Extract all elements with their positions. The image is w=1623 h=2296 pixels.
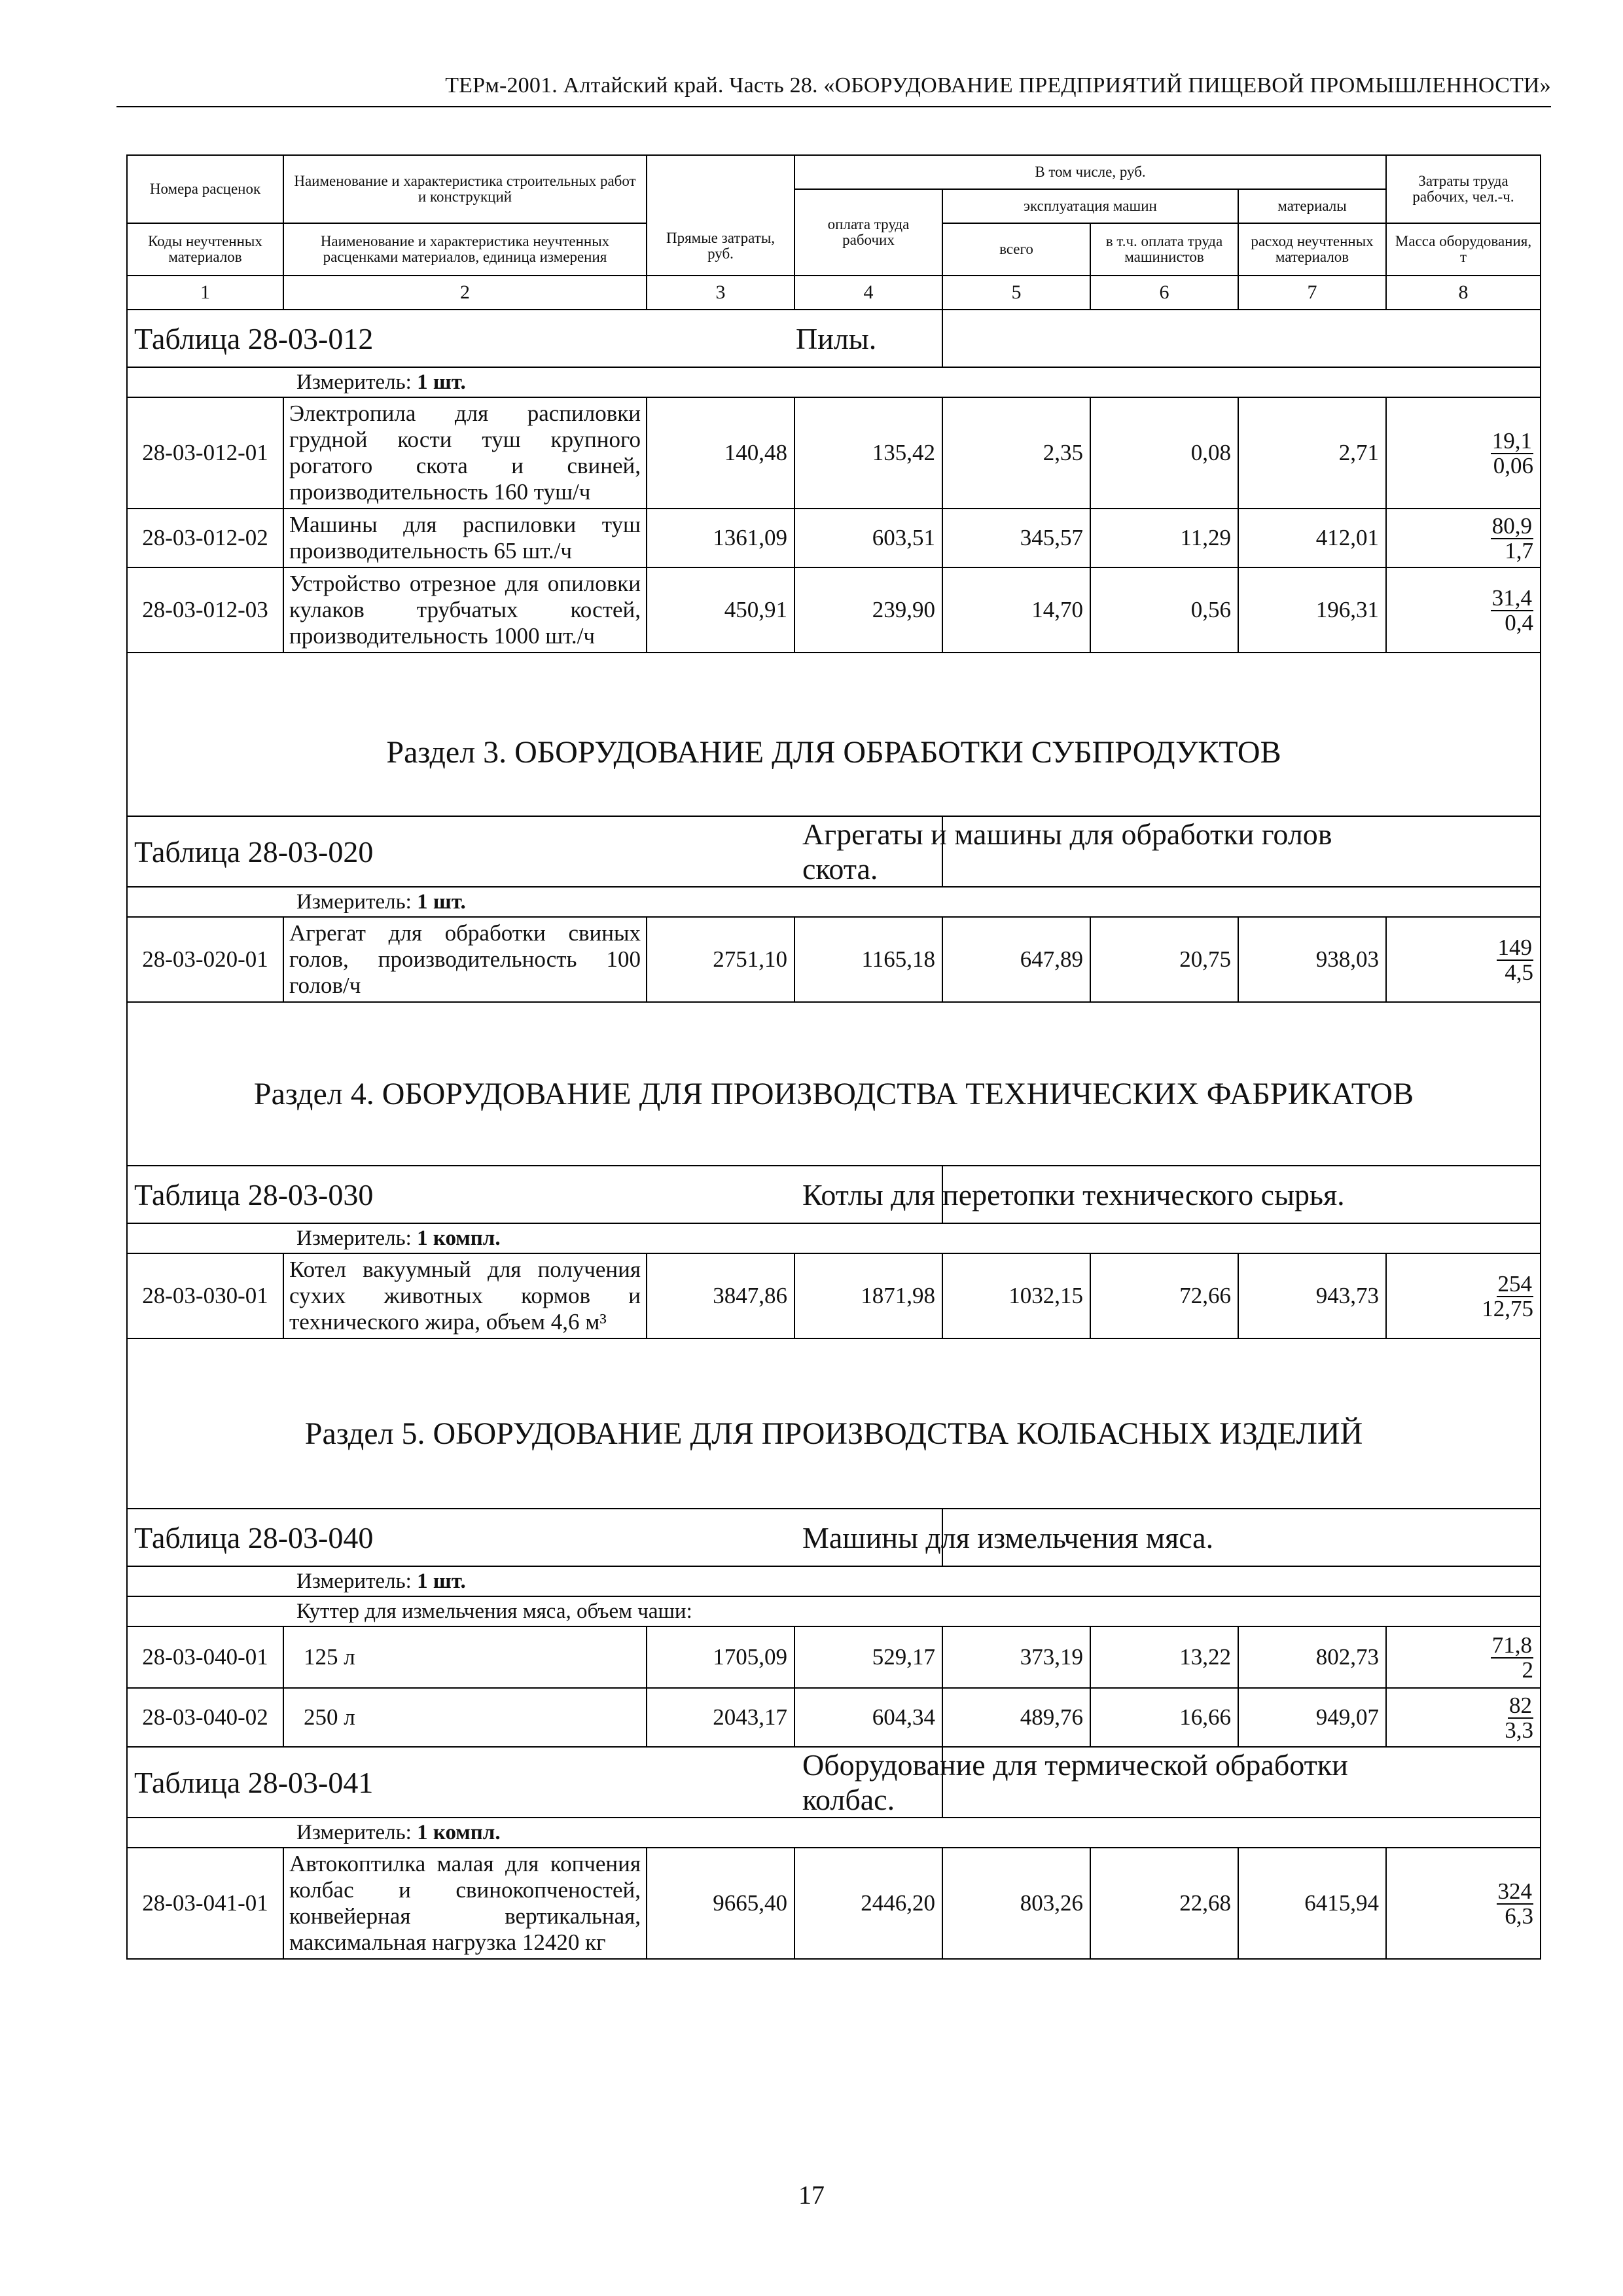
rate-description: Автокоптилка малая для копчения колбас и свинокопченостей, конвейерная вертикальная, максимальная нагрузка 12420 кг bbox=[283, 1848, 647, 1959]
measure-row bbox=[127, 1223, 1541, 1253]
direct-cost: 140,48 bbox=[647, 397, 794, 509]
labor-hours: 324 bbox=[1497, 1878, 1533, 1904]
materials-cost: 6415,94 bbox=[1238, 1848, 1386, 1959]
subheading: Куттер для измельчения мяса, объем чаши: bbox=[127, 1596, 1541, 1626]
machinist-cost: 22,68 bbox=[1090, 1848, 1238, 1959]
measure-row bbox=[127, 1566, 1541, 1596]
materials-cost: 949,07 bbox=[1238, 1688, 1386, 1747]
col6-header: в т.ч. оплата труда машинистов bbox=[1090, 223, 1238, 276]
labor-cost: 2446,20 bbox=[794, 1848, 942, 1959]
machinist-cost: 13,22 bbox=[1090, 1626, 1238, 1688]
table-code: Таблица 28-03-040 bbox=[127, 1509, 942, 1566]
hours-mass-fraction bbox=[1386, 397, 1541, 509]
rate-description: Устройство отрезное для опиловки кулаков трубчатых костей, производительность 1000 шт./ч bbox=[283, 567, 647, 653]
equipment-mass: 2 bbox=[1522, 1657, 1534, 1683]
col2-bottom-header: Наименование и характеристика неучтенных расценками материалов, единица измерения bbox=[283, 223, 647, 276]
machine-cost: 373,19 bbox=[942, 1626, 1090, 1688]
materials-header: материалы bbox=[1238, 189, 1386, 223]
labor-cost: 603,51 bbox=[794, 509, 942, 567]
equipment-mass: 6,3 bbox=[1505, 1903, 1534, 1929]
table-code: Таблица 28-03-041 bbox=[127, 1747, 942, 1818]
table-row bbox=[127, 1688, 1541, 1747]
section-heading-row bbox=[127, 1338, 1541, 1509]
rate-code: 28-03-020-01 bbox=[127, 917, 283, 1002]
column-number: 6 bbox=[1090, 276, 1238, 310]
rate-description: Электропила для распиловки грудной кости туш крупного рогатого скота и свиней, производительность 160 туш/ч bbox=[283, 397, 647, 509]
section-heading-row bbox=[127, 1002, 1541, 1166]
labor-cost: 529,17 bbox=[794, 1626, 942, 1688]
table-row bbox=[127, 1848, 1541, 1959]
direct-cost: 450,91 bbox=[647, 567, 794, 653]
column-number: 4 bbox=[794, 276, 942, 310]
running-header: ТЕРм-2001. Алтайский край. Часть 28. «ОБОРУДОВАНИЕ ПРЕДПРИЯТИЙ ПИЩЕВОЙ ПРОМЫШЛЕННОСТИ» bbox=[445, 73, 1551, 98]
hours-mass-fraction bbox=[1386, 1688, 1541, 1747]
labor-cost: 135,42 bbox=[794, 397, 942, 509]
measure-label: Измеритель: 1 компл. bbox=[127, 1223, 1541, 1253]
equipment-mass: 1,7 bbox=[1505, 538, 1534, 564]
table-name: Котлы для перетопки технического сырья. bbox=[942, 1166, 1541, 1223]
rate-description: Машины для распиловки туш производительность 65 шт./ч bbox=[283, 509, 647, 567]
rate-code: 28-03-012-03 bbox=[127, 567, 283, 653]
materials-cost: 943,73 bbox=[1238, 1253, 1386, 1338]
rate-code: 28-03-012-01 bbox=[127, 397, 283, 509]
column-number: 1 bbox=[127, 276, 283, 310]
col2-top-header: Наименование и характеристика строительных работ и конструкций bbox=[283, 155, 647, 223]
machine-cost: 2,35 bbox=[942, 397, 1090, 509]
rate-description: 250 л bbox=[283, 1688, 647, 1747]
table-name: Пилы. bbox=[942, 310, 1541, 367]
machinist-cost: 72,66 bbox=[1090, 1253, 1238, 1338]
rate-code: 28-03-040-01 bbox=[127, 1626, 283, 1688]
hours-mass-fraction bbox=[1386, 917, 1541, 1002]
column-number: 3 bbox=[647, 276, 794, 310]
column-numbers-row bbox=[127, 276, 1541, 310]
hours-mass-fraction bbox=[1386, 509, 1541, 567]
materials-cost: 412,01 bbox=[1238, 509, 1386, 567]
col8-top-header: Затраты труда рабочих, чел.-ч. bbox=[1386, 155, 1541, 223]
subheading-row bbox=[127, 1596, 1541, 1626]
table-code: Таблица 28-03-020 bbox=[127, 816, 942, 887]
direct-cost: 1361,09 bbox=[647, 509, 794, 567]
table-title-row bbox=[127, 816, 1541, 887]
table-name: Агрегаты и машины для обработки голов скота. bbox=[942, 816, 1541, 887]
machine-cost: 647,89 bbox=[942, 917, 1090, 1002]
col3-header: Прямые затраты, руб. bbox=[647, 155, 794, 276]
machines-header: эксплуатация машин bbox=[942, 189, 1238, 223]
labor-hours: 254 bbox=[1497, 1271, 1533, 1297]
hours-mass-fraction bbox=[1386, 567, 1541, 653]
table-row bbox=[127, 509, 1541, 567]
machine-cost: 14,70 bbox=[942, 567, 1090, 653]
equipment-mass: 4,5 bbox=[1505, 960, 1534, 985]
table-title-row bbox=[127, 1166, 1541, 1223]
machine-cost: 345,57 bbox=[942, 509, 1090, 567]
materials-cost: 2,71 bbox=[1238, 397, 1386, 509]
rate-code: 28-03-040-02 bbox=[127, 1688, 283, 1747]
machinist-cost: 0,56 bbox=[1090, 567, 1238, 653]
labor-cost: 239,90 bbox=[794, 567, 942, 653]
table-title-row bbox=[127, 310, 1541, 367]
machinist-cost: 11,29 bbox=[1090, 509, 1238, 567]
materials-cost: 938,03 bbox=[1238, 917, 1386, 1002]
equipment-mass: 3,3 bbox=[1505, 1717, 1534, 1743]
page-number: 17 bbox=[798, 2180, 825, 2210]
hours-mass-fraction bbox=[1386, 1253, 1541, 1338]
column-number: 8 bbox=[1386, 276, 1541, 310]
measure-row bbox=[127, 887, 1541, 917]
measure-label: Измеритель: 1 шт. bbox=[127, 367, 1541, 397]
col5-header: всего bbox=[942, 223, 1090, 276]
rate-code: 28-03-012-02 bbox=[127, 509, 283, 567]
section-heading: Раздел 5. ОБОРУДОВАНИЕ ДЛЯ ПРОИЗВОДСТВА КОЛБАСНЫХ ИЗДЕЛИЙ bbox=[127, 1338, 1541, 1509]
hours-mass-fraction bbox=[1386, 1626, 1541, 1688]
direct-cost: 2043,17 bbox=[647, 1688, 794, 1747]
table-name: Оборудование для термической обработки колбас. bbox=[942, 1747, 1541, 1818]
labor-hours: 19,1 bbox=[1491, 428, 1533, 454]
header-rule bbox=[116, 106, 1551, 107]
table-row bbox=[127, 1626, 1541, 1688]
equipment-mass: 0,4 bbox=[1505, 610, 1534, 636]
col1-bottom-header: Коды неучтенных материалов bbox=[127, 223, 283, 276]
equipment-mass: 12,75 bbox=[1482, 1296, 1534, 1321]
machine-cost: 803,26 bbox=[942, 1848, 1090, 1959]
machine-cost: 1032,15 bbox=[942, 1253, 1090, 1338]
col4-header: оплата труда рабочих bbox=[794, 189, 942, 276]
section-heading-row bbox=[127, 653, 1541, 816]
table-title-row bbox=[127, 1747, 1541, 1818]
section-heading: Раздел 3. ОБОРУДОВАНИЕ ДЛЯ ОБРАБОТКИ СУБПРОДУКТОВ bbox=[127, 653, 1541, 816]
price-table bbox=[126, 154, 1541, 1960]
measure-row bbox=[127, 1818, 1541, 1848]
column-number: 7 bbox=[1238, 276, 1386, 310]
labor-hours: 31,4 bbox=[1491, 585, 1533, 611]
rate-description: Котел вакуумный для получения сухих животных кормов и технического жира, объем 4,6 м³ bbox=[283, 1253, 647, 1338]
table-code: Таблица 28-03-012 bbox=[127, 310, 942, 367]
col1-top-header: Номера расценок bbox=[127, 155, 283, 223]
table-code: Таблица 28-03-030 bbox=[127, 1166, 942, 1223]
equipment-mass: 0,06 bbox=[1493, 453, 1534, 478]
materials-cost: 802,73 bbox=[1238, 1626, 1386, 1688]
measure-row bbox=[127, 367, 1541, 397]
labor-hours: 149 bbox=[1497, 935, 1533, 960]
table-row bbox=[127, 397, 1541, 509]
machine-cost: 489,76 bbox=[942, 1688, 1090, 1747]
machinist-cost: 20,75 bbox=[1090, 917, 1238, 1002]
table-row bbox=[127, 567, 1541, 653]
labor-cost: 1165,18 bbox=[794, 917, 942, 1002]
measure-label: Измеритель: 1 компл. bbox=[127, 1818, 1541, 1848]
table-row bbox=[127, 917, 1541, 1002]
measure-label: Измеритель: 1 шт. bbox=[127, 1566, 1541, 1596]
rate-code: 28-03-041-01 bbox=[127, 1848, 283, 1959]
rate-code: 28-03-030-01 bbox=[127, 1253, 283, 1338]
materials-cost: 196,31 bbox=[1238, 567, 1386, 653]
col8-bottom-header: Масса оборудования, т bbox=[1386, 223, 1541, 276]
measure-label: Измеритель: 1 шт. bbox=[127, 887, 1541, 917]
labor-hours: 71,8 bbox=[1491, 1632, 1533, 1658]
rate-description: Агрегат для обработки свиных голов, производительность 100 голов/ч bbox=[283, 917, 647, 1002]
table-title-row bbox=[127, 1509, 1541, 1566]
table-row bbox=[127, 1253, 1541, 1338]
col7-header: расход неучтенных материалов bbox=[1238, 223, 1386, 276]
labor-hours: 82 bbox=[1509, 1693, 1533, 1718]
column-number: 2 bbox=[283, 276, 647, 310]
section-heading: Раздел 4. ОБОРУДОВАНИЕ ДЛЯ ПРОИЗВОДСТВА ТЕХНИЧЕСКИХ ФАБРИКАТОВ bbox=[127, 1002, 1541, 1166]
labor-cost: 1871,98 bbox=[794, 1253, 942, 1338]
hours-mass-fraction bbox=[1386, 1848, 1541, 1959]
column-number: 5 bbox=[942, 276, 1090, 310]
incl-header: В том числе, руб. bbox=[794, 155, 1386, 189]
direct-cost: 9665,40 bbox=[647, 1848, 794, 1959]
direct-cost: 2751,10 bbox=[647, 917, 794, 1002]
direct-cost: 1705,09 bbox=[647, 1626, 794, 1688]
table-name: Машины для измельчения мяса. bbox=[942, 1509, 1541, 1566]
rate-description: 125 л bbox=[283, 1626, 647, 1688]
direct-cost: 3847,86 bbox=[647, 1253, 794, 1338]
labor-cost: 604,34 bbox=[794, 1688, 942, 1747]
labor-hours: 80,9 bbox=[1491, 513, 1533, 539]
machinist-cost: 0,08 bbox=[1090, 397, 1238, 509]
machinist-cost: 16,66 bbox=[1090, 1688, 1238, 1747]
